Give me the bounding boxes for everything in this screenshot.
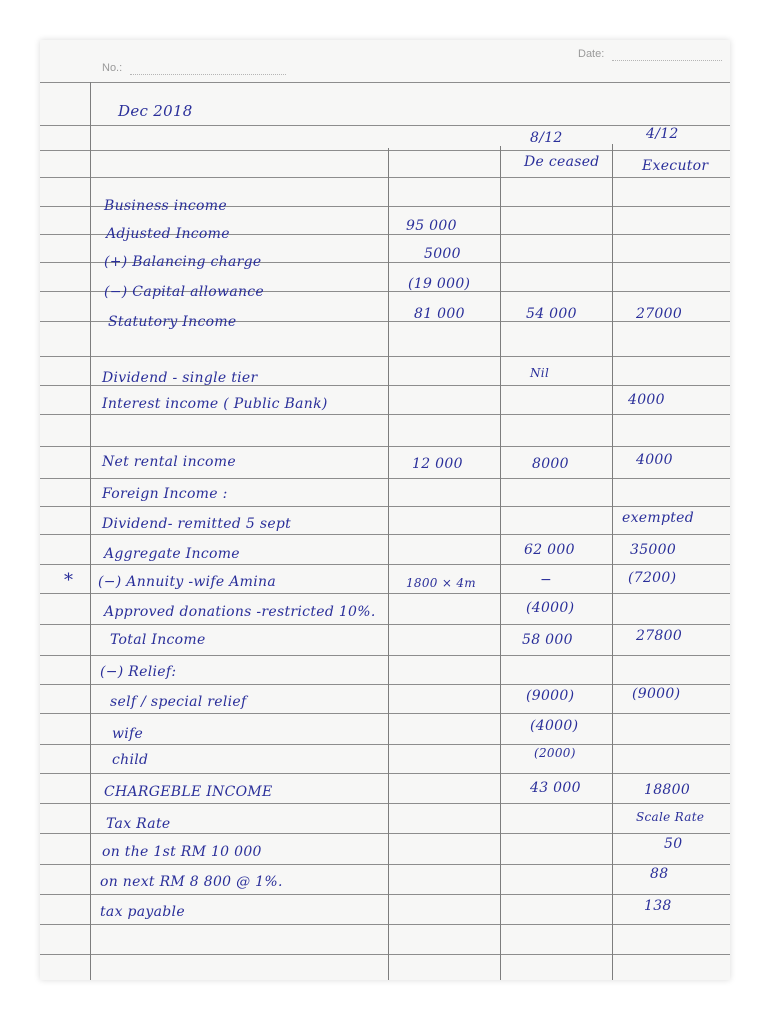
deceased-fraction: 8/12 xyxy=(530,130,563,146)
rule-line xyxy=(40,864,730,865)
executor-cell: exempted xyxy=(622,510,694,526)
executor-cell: (7200) xyxy=(628,570,677,586)
row-label: Tax Rate xyxy=(106,816,171,832)
rule-line xyxy=(40,150,730,151)
executor-cell: (9000) xyxy=(632,686,681,702)
row-label: Adjusted Income xyxy=(106,226,230,242)
rule-line xyxy=(40,773,730,774)
deceased-cell: (2000) xyxy=(534,746,576,760)
row-label: (−) Capital allowance xyxy=(104,284,265,300)
rule-line xyxy=(40,655,730,656)
row-label: Business income xyxy=(104,198,227,214)
rule-line xyxy=(40,833,730,834)
amount-cell: 12 000 xyxy=(412,456,463,472)
deceased-cell: 54 000 xyxy=(526,306,577,322)
rule-line xyxy=(40,82,730,83)
amount-cell: 1800 × 4m xyxy=(406,576,476,590)
row-label: Interest income ( Public Bank) xyxy=(102,396,328,412)
amount-cell: 95 000 xyxy=(406,218,457,234)
date-label: Date: xyxy=(578,48,605,60)
executor-cell: 138 xyxy=(644,898,672,914)
margin-star-mark: * xyxy=(64,570,73,591)
row-label: Aggregate Income xyxy=(104,546,240,562)
row-label: on next RM 8 800 @ 1%. xyxy=(100,874,283,890)
deceased-cell: (4000) xyxy=(526,600,575,616)
executor-cell: 88 xyxy=(650,866,669,882)
deceased-cell: Nil xyxy=(530,366,550,380)
rule-line xyxy=(40,593,730,594)
rule-line xyxy=(40,446,730,447)
executor-cell: 4000 xyxy=(628,392,665,408)
row-label: (−) Relief: xyxy=(100,664,177,680)
column-line-executor xyxy=(612,144,613,980)
deceased-cell: 8000 xyxy=(532,456,569,472)
rule-line xyxy=(40,506,730,507)
column-line-amount xyxy=(388,148,389,980)
rule-line xyxy=(40,478,730,479)
executor-cell: 18800 xyxy=(644,782,691,798)
deceased-cell: (4000) xyxy=(530,718,579,734)
rule-line xyxy=(40,803,730,804)
column-line-deceased xyxy=(500,146,501,980)
row-label: Statutory Income xyxy=(108,314,237,330)
row-label: Foreign Income : xyxy=(102,486,228,502)
deceased-cell: 62 000 xyxy=(524,542,575,558)
rule-line xyxy=(40,924,730,925)
deceased-column-header: De ceased xyxy=(524,154,600,170)
rule-line xyxy=(40,177,730,178)
rule-line xyxy=(40,414,730,415)
row-label: Dividend- remitted 5 sept xyxy=(102,516,292,532)
rule-line xyxy=(40,624,730,625)
row-label: CHARGEBLE INCOME xyxy=(104,784,273,800)
deceased-cell: (9000) xyxy=(526,688,575,704)
row-label: tax payable xyxy=(100,904,185,920)
executor-fraction: 4/12 xyxy=(646,126,679,142)
rule-line xyxy=(40,356,730,357)
row-label: child xyxy=(112,752,149,768)
rule-line xyxy=(40,125,730,126)
rule-line xyxy=(40,894,730,895)
amount-cell: 81 000 xyxy=(414,306,465,322)
notebook-page xyxy=(40,40,730,980)
executor-cell: 27000 xyxy=(636,306,683,322)
row-label: Approved donations -restricted 10%. xyxy=(104,604,376,620)
rule-line xyxy=(40,684,730,685)
no-field-line xyxy=(130,74,286,75)
row-label: (−) Annuity -wife Amina xyxy=(98,574,276,590)
row-label: self / special relief xyxy=(110,694,247,710)
row-label: Total Income xyxy=(110,632,206,648)
executor-cell: 27800 xyxy=(636,628,683,644)
executor-cell: 50 xyxy=(664,836,683,852)
row-label: (+) Balancing charge xyxy=(104,254,262,270)
row-label: Net rental income xyxy=(102,454,236,470)
amount-cell: (19 000) xyxy=(408,276,471,292)
amount-cell: 5000 xyxy=(424,246,461,262)
row-label: Dividend - single tier xyxy=(102,370,258,386)
no-label: No.: xyxy=(102,62,123,74)
row-label: wife xyxy=(112,726,144,742)
executor-cell: 35000 xyxy=(630,542,677,558)
rule-line xyxy=(40,564,730,565)
executor-column-header: Executor xyxy=(642,158,709,174)
margin-line xyxy=(90,82,91,980)
executor-cell: Scale Rate xyxy=(636,810,705,824)
deceased-cell: − xyxy=(540,572,553,588)
page-title: Dec 2018 xyxy=(118,102,193,120)
rule-line xyxy=(40,744,730,745)
date-field-line xyxy=(612,60,722,61)
rule-line xyxy=(40,534,730,535)
rule-line xyxy=(40,954,730,955)
executor-cell: 4000 xyxy=(636,452,673,468)
row-label: on the 1st RM 10 000 xyxy=(102,844,262,860)
deceased-cell: 58 000 xyxy=(522,632,573,648)
rule-line xyxy=(40,713,730,714)
deceased-cell: 43 000 xyxy=(530,780,581,796)
